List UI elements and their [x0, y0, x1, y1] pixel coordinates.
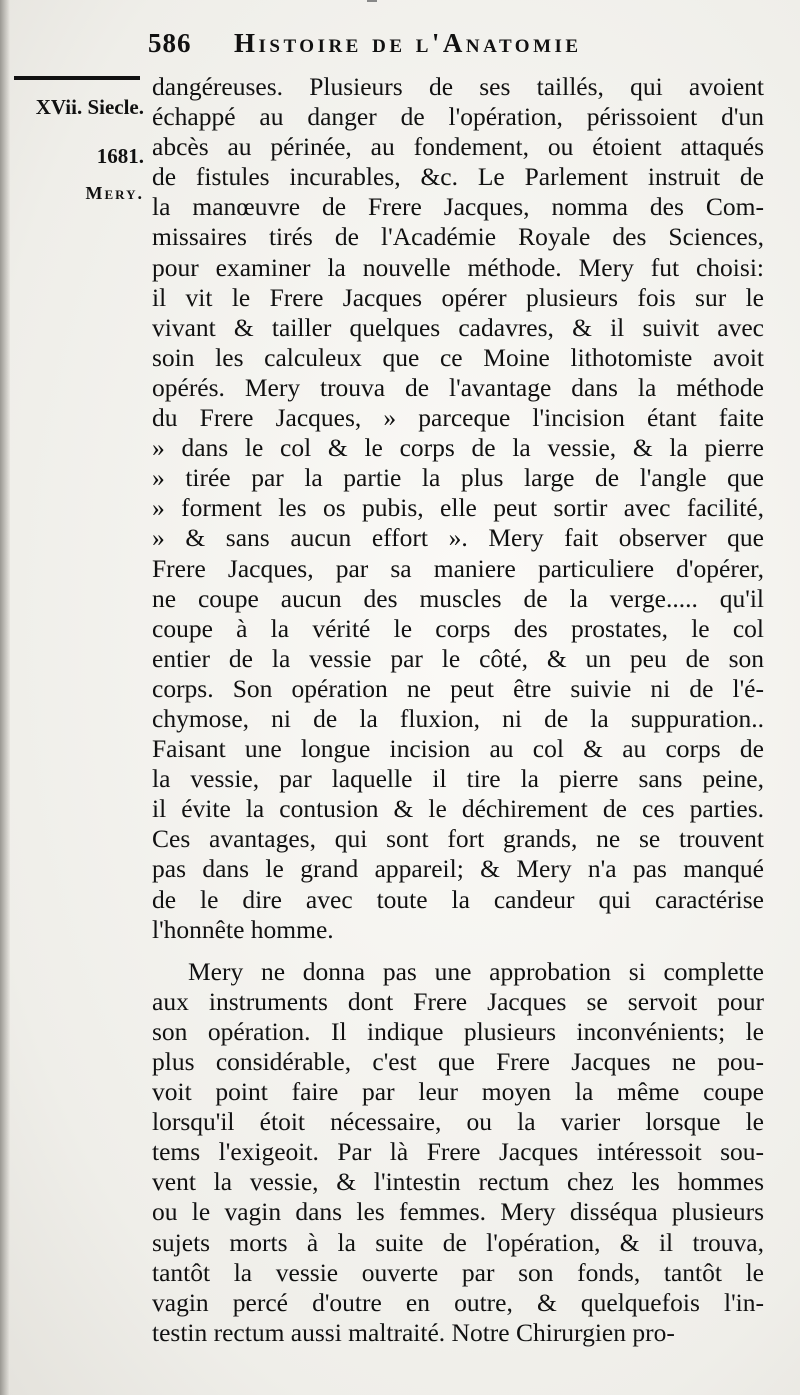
text-line: Frere Jacques, par sa maniere particuliere d'opérer,: [152, 553, 764, 583]
text-line: aux instruments dont Frere Jacques se servoit pour: [152, 986, 764, 1016]
running-title: Histoire de l'Anatomie: [234, 28, 582, 58]
text-line: du Frere Jacques, » parceque l'incision étant faite: [152, 403, 764, 433]
text-line: ou le vagin dans les femmes. Mery disséqua plusieurs: [152, 1197, 764, 1227]
margin-century: XVii. Siecle.: [35, 95, 144, 119]
paragraph-gap: [152, 945, 764, 957]
page-number: 586: [148, 28, 192, 58]
text-line: sujets morts à la suite de l'opération, & il trouva,: [152, 1227, 764, 1257]
text-line: Mery ne donna pas une approbation si complette: [188, 956, 764, 986]
text-line: la manœuvre de Frere Jacques, nomma des Com-: [152, 192, 764, 222]
text-line: » tirée par la partie la plus large de l'angle que: [152, 463, 764, 493]
text-line: corps. Son opération ne peut être suivie ni de l'é-: [152, 673, 764, 703]
text-line: de fistules incurables, &c. Le Parlement instruit de: [152, 162, 764, 192]
text-line: échappé au danger de l'opération, périssoient d'un: [152, 102, 764, 132]
text-line: vagin percé d'outre en outre, & quelquefois l'in-: [152, 1287, 764, 1317]
paragraph-2: [152, 957, 764, 1348]
page-binding-shadow: [0, 0, 10, 1395]
text-line: » dans le col & le corps de la vessie, & la pierre: [152, 433, 764, 463]
text-line: pour examiner la nouvelle méthode. Mery fut choisi:: [152, 252, 764, 282]
text-line: abcès au périnée, au fondement, ou étoient attaqués: [152, 132, 764, 162]
text-line: » & sans aucun effort ». Mery fait observer que: [152, 523, 764, 553]
text-line: vent la vessie, & l'intestin rectum chez les hommes: [152, 1167, 764, 1197]
text-line: entier de la vessie par le côté, & un peu de son: [152, 643, 764, 673]
text-line: voit point faire par leur moyen la même coupe: [152, 1077, 764, 1107]
margin-year: 1681.: [96, 144, 144, 168]
text-line: chymose, ni de la fluxion, ni de la suppuration..: [152, 703, 764, 733]
text-line: tems l'exigeoit. Par là Frere Jacques intéressoit sou-: [152, 1137, 764, 1167]
top-mark: [367, 0, 377, 2]
text-line: de le dire avec toute la candeur qui caractérise: [152, 884, 764, 914]
body-text: [152, 72, 764, 1348]
text-line: soin les calculeux que ce Moine lithotomiste avoit: [152, 342, 764, 372]
text-line: missaires tirés de l'Académie Royale des Sciences,: [152, 222, 764, 252]
text-line: dangéreuses. Plusieurs de ses taillés, qui avoient: [152, 72, 764, 101]
text-line: pas dans le grand appareil; & Mery n'a pas manqué: [152, 854, 764, 884]
text-line: plus considérable, c'est que Frere Jacques ne pou-: [152, 1047, 764, 1076]
text-line: il vit le Frere Jacques opérer plusieurs fois sur le: [152, 282, 764, 312]
text-line: testin rectum aussi maltraité. Notre Chirurgien pro-: [152, 1317, 675, 1347]
page-header: [148, 22, 788, 66]
text-line: l'honnête homme.: [152, 914, 334, 944]
text-line: Ces avantages, qui sont fort grands, ne se trouvent: [152, 824, 764, 854]
margin-name: Mery.: [85, 183, 144, 203]
text-line: il évite la contusion & le déchirement de ces parties.: [152, 794, 764, 824]
margin-rule: [14, 76, 140, 80]
text-line: opérés. Mery trouva de l'avantage dans la méthode: [152, 372, 764, 402]
paragraph-1: [152, 72, 764, 945]
text-line: lorsqu'il étoit nécessaire, ou la varier lorsque le: [152, 1107, 764, 1137]
text-line: vivant & tailler quelques cadavres, & il suivit avec: [152, 312, 764, 342]
text-line: » forment les os pubis, elle peut sortir avec facilité,: [152, 493, 764, 523]
text-line: coupe à la vérité le corps des prostates, le col: [152, 613, 764, 643]
text-line: son opération. Il indique plusieurs inconvénients; le: [152, 1016, 764, 1046]
text-line: ne coupe aucun des muscles de la verge..... qu'il: [152, 583, 764, 613]
text-line: Faisant une longue incision au col & au corps de: [152, 734, 764, 764]
text-line: tantôt la vessie ouverte par son fonds, tantôt le: [152, 1257, 764, 1287]
text-line: la vessie, par laquelle il tire la pierre sans peine,: [152, 764, 764, 794]
